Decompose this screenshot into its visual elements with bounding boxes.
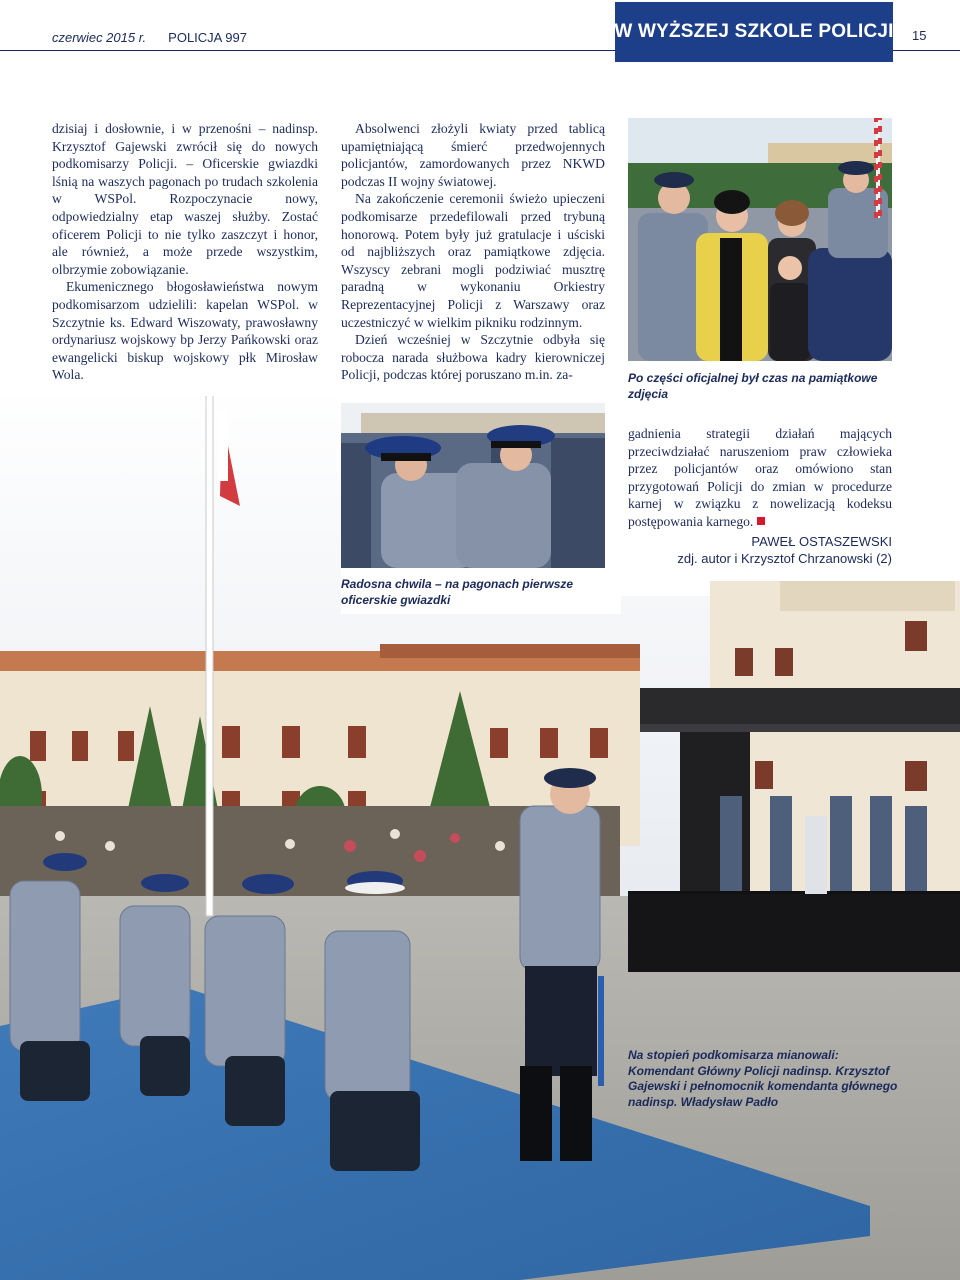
author: PAWEŁ OSTASZEWSKI bbox=[751, 533, 892, 549]
page-number: 15 bbox=[912, 28, 927, 43]
article-column-3 bbox=[628, 425, 892, 567]
paragraph: Absolwenci złożyli kwiaty przed tablicą upamiętniającą śmierć przedwojennych policjantów, zamordowanych przez NKWD podczas II wojny światowej. bbox=[341, 121, 605, 189]
photo-credit: zdj. autor i Krzysztof Chrzanowski (2) bbox=[677, 550, 892, 566]
caption-family-photo: Po części oficjalnej był czas na pamiątkowe zdjęcia bbox=[628, 371, 878, 401]
paragraph: Dzień wcześniej w Szczytnie odbyła się robocza narada służbowa kadry kierowniczej Policji, podczas której poruszano m.in. za- bbox=[341, 332, 605, 383]
issue-date: czerwiec 2015 r. bbox=[52, 30, 147, 45]
magazine-name: POLICJA 997 bbox=[168, 30, 247, 45]
end-mark-icon bbox=[757, 517, 765, 525]
epaulettes-photo bbox=[341, 403, 605, 568]
section-title: W WYŻSZEJ SZKOLE POLICJI bbox=[614, 21, 894, 42]
article-column-2 bbox=[341, 120, 605, 384]
section-banner bbox=[615, 2, 893, 62]
paragraph: Na zakończenie ceremonii świeżo upieczeni podkomisarze przedefilowali przed trybuną honorową. Potem były już gratulacje i uściski od najbliższych oraz pamiątkowe zdjęcia. Wszyscy zebrani mogli podziwiać musztrę paradną w wykonaniu Orkiestry Reprezentacyjnej Policji z Warszawy oraz uczestniczyć w wielkim pikniku rodzinnym. bbox=[341, 191, 605, 330]
caption-epaulettes-photo: Radosna chwila – na pagonach pierwsze oficerskie gwiazdki bbox=[341, 577, 574, 607]
paragraph: Ekumenicznego błogosławieństwa nowym podkomisarzom udzielili: kapelan WSPol. w Szczytnie ks. Edward Wiszowaty, prawosławny ordynariusz wojskowy bp Jerzy Pańkowski oraz ewangelicki biskup wojskowy płk Mirosław Wola. bbox=[52, 279, 318, 383]
running-head bbox=[52, 30, 269, 45]
caption-ceremony-photo: Na stopień podkomisarza mianowali: Komendant Główny Policji nadinsp. Krzysztof Gajewski i pełnomocnik komendanta głównego nadinsp. Władysław Padło bbox=[628, 1048, 898, 1109]
paragraph: dzisiaj i dosłownie, i w przenośni – nadinsp. Krzysztof Gajewski zwrócił się do nowych podkomisarzy Policji. – Oficerskie gwiazdki lśnią na waszych pagonach po trudach szkolenia w WSPol. Rozpoczynacie nowy, odpowiedzialny etap waszej służby. Zostać oficerem Policji to nie tylko zaszczyt i honor, ale również, a może przede wszystkim, olbrzymie zobowiązanie. bbox=[52, 121, 318, 277]
family-photo bbox=[628, 118, 892, 361]
paragraph: gadnienia strategii działań mających przeciwdziałać naruszeniom praw człowieka przez policjantów oraz omówiono stan przygotowań Policji do zmian w procedurze karnej w związku z nowelizacją kodeksu postępowania karnego. bbox=[628, 426, 892, 529]
article-column-1 bbox=[52, 120, 318, 384]
